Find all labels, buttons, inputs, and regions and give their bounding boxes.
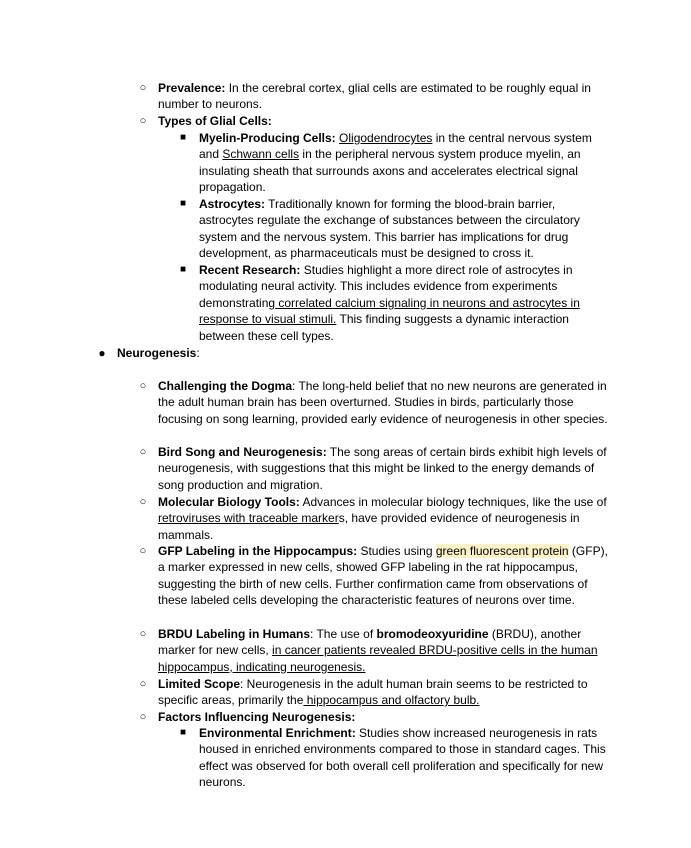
circle-bullet-icon: ○ bbox=[139, 711, 147, 723]
item-text: Traditionally known for forming the blood-brain barrier, astrocytes regulate the exchange of substances between the circulatory system and the nervous system. This barrier has implications for drug development, as pharmaceuticals must be designed to cross it. bbox=[199, 197, 580, 261]
item-label: Astrocytes: bbox=[199, 197, 266, 211]
item-label: Factors Influencing Neurogenesis: bbox=[158, 710, 356, 724]
item-text: This finding suggests a dynamic interaction between these cell types. bbox=[199, 312, 569, 343]
list-item-brdu-labeling bbox=[158, 626, 610, 675]
list-item-recent-research bbox=[199, 262, 613, 344]
item-text: : The long-held belief that no new neurons are generated in the adult human brain has been overturned. Studies in birds, particularly those focusing on song learning, provided early evidence of neurogenesis in other species. bbox=[158, 379, 608, 426]
disc-bullet-icon: ● bbox=[98, 346, 106, 360]
list-item-gfp-labeling bbox=[158, 543, 610, 609]
circle-bullet-icon: ○ bbox=[139, 545, 147, 557]
section-heading-neurogenesis bbox=[117, 345, 597, 361]
circle-bullet-icon: ○ bbox=[139, 380, 147, 392]
hippocampus-olfactory-link[interactable]: hippocampus and olfactory bulb. bbox=[303, 693, 480, 708]
list-item-limited-scope bbox=[158, 676, 610, 709]
square-bullet-icon: ■ bbox=[179, 727, 187, 738]
circle-bullet-icon: ○ bbox=[139, 115, 147, 127]
item-label: Environmental Enrichment: bbox=[199, 726, 356, 740]
square-bullet-icon: ■ bbox=[179, 198, 187, 209]
item-text: in the peripheral nervous system produce myelin, an insulating sheath that surrounds axons and accelerates electrical signal propagation. bbox=[199, 147, 581, 195]
list-item-molecular-biology-tools bbox=[158, 494, 610, 543]
item-label: Limited Scope bbox=[158, 677, 241, 691]
list-item-environmental-enrichment bbox=[199, 725, 613, 791]
square-bullet-icon: ■ bbox=[179, 264, 187, 275]
item-text: in the central nervous system and bbox=[199, 131, 592, 162]
item-label: GFP Labeling in the Hippocampus: bbox=[158, 544, 358, 558]
item-text: Studies using bbox=[357, 544, 436, 558]
item-text: Advances in molecular biology techniques, like the use of bbox=[299, 495, 607, 509]
brdu-cancer-patients-link[interactable]: in cancer patients revealed BRDU-positive cells in the human hippocampus, indicating neurogenesis. bbox=[158, 643, 598, 674]
heading-colon: : bbox=[196, 346, 200, 360]
item-label: Prevalence: bbox=[158, 81, 226, 95]
item-text: Studies highlight a more direct role of astrocytes in modulating neural activity. This includes evidence from experiments demonstrating bbox=[199, 263, 573, 310]
circle-bullet-icon: ○ bbox=[139, 446, 147, 458]
highlighted-text: green fluorescent protein bbox=[435, 544, 569, 558]
calcium-signaling-link[interactable]: correlated calcium signaling in neurons and astrocytes in response to visual stimuli. bbox=[199, 295, 580, 327]
item-label: Types of Glial Cells: bbox=[158, 114, 272, 128]
list-item-prevalence bbox=[158, 80, 610, 113]
item-text: Studies show increased neurogenesis in rats housed in enriched environments compared to those in standard cages. This effect was observed for both overall cell proliferation and specifically for new neurons. bbox=[199, 726, 606, 790]
heading-label: Neurogenesis bbox=[117, 346, 197, 360]
item-text: : The use of bbox=[310, 627, 377, 641]
circle-bullet-icon: ○ bbox=[139, 678, 147, 690]
circle-bullet-icon: ○ bbox=[139, 628, 147, 640]
circle-bullet-icon: ○ bbox=[139, 82, 147, 94]
item-text: (BRDU), another marker for new cells, bbox=[158, 627, 582, 658]
bold-term: bromodeoxyuridine bbox=[376, 627, 489, 641]
circle-bullet-icon: ○ bbox=[139, 496, 147, 508]
item-text: s, have provided evidence of neurogenesis in mammals. bbox=[158, 511, 580, 542]
item-label: Bird Song and Neurogenesis: bbox=[158, 445, 327, 459]
item-text: In the cerebral cortex, glial cells are estimated to be roughly equal in number to neurons. bbox=[158, 81, 591, 112]
item-text: (GFP), a marker expressed in new cells, showed GFP labeling in the rat hippocampus, suggesting the birth of new cells. Further confirmation came from observations of these labeled cells developing the characteristic features of neurons over time. bbox=[158, 544, 608, 608]
item-label: Myelin-Producing Cells: bbox=[199, 131, 336, 145]
list-item-factors-influencing bbox=[158, 709, 610, 725]
item-label: BRDU Labeling in Humans bbox=[158, 627, 311, 641]
schwann-cells-link[interactable]: Schwann cells bbox=[222, 147, 300, 162]
list-item-myelin-producing-cells bbox=[199, 130, 613, 196]
item-text: The song areas of certain birds exhibit high levels of neurogenesis, with suggestions that this might be linked to the energy demands of song production and migration. bbox=[158, 445, 607, 492]
item-label: Recent Research: bbox=[199, 263, 301, 277]
list-item-bird-song bbox=[158, 444, 610, 493]
item-text: : Neurogenesis in the adult human brain seems to be restricted to specific areas, primarily the bbox=[158, 677, 588, 708]
oligodendrocytes-link[interactable]: Oligodendrocytes bbox=[339, 131, 433, 145]
item-label: Molecular Biology Tools: bbox=[158, 495, 300, 509]
list-item-types-of-glial-cells bbox=[158, 113, 610, 129]
item-label: Challenging the Dogma bbox=[158, 379, 293, 393]
square-bullet-icon: ■ bbox=[179, 132, 187, 143]
list-item-astrocytes bbox=[199, 196, 613, 262]
list-item-challenging-the-dogma bbox=[158, 378, 610, 427]
retroviruses-link[interactable]: retroviruses with traceable marker bbox=[158, 511, 339, 526]
